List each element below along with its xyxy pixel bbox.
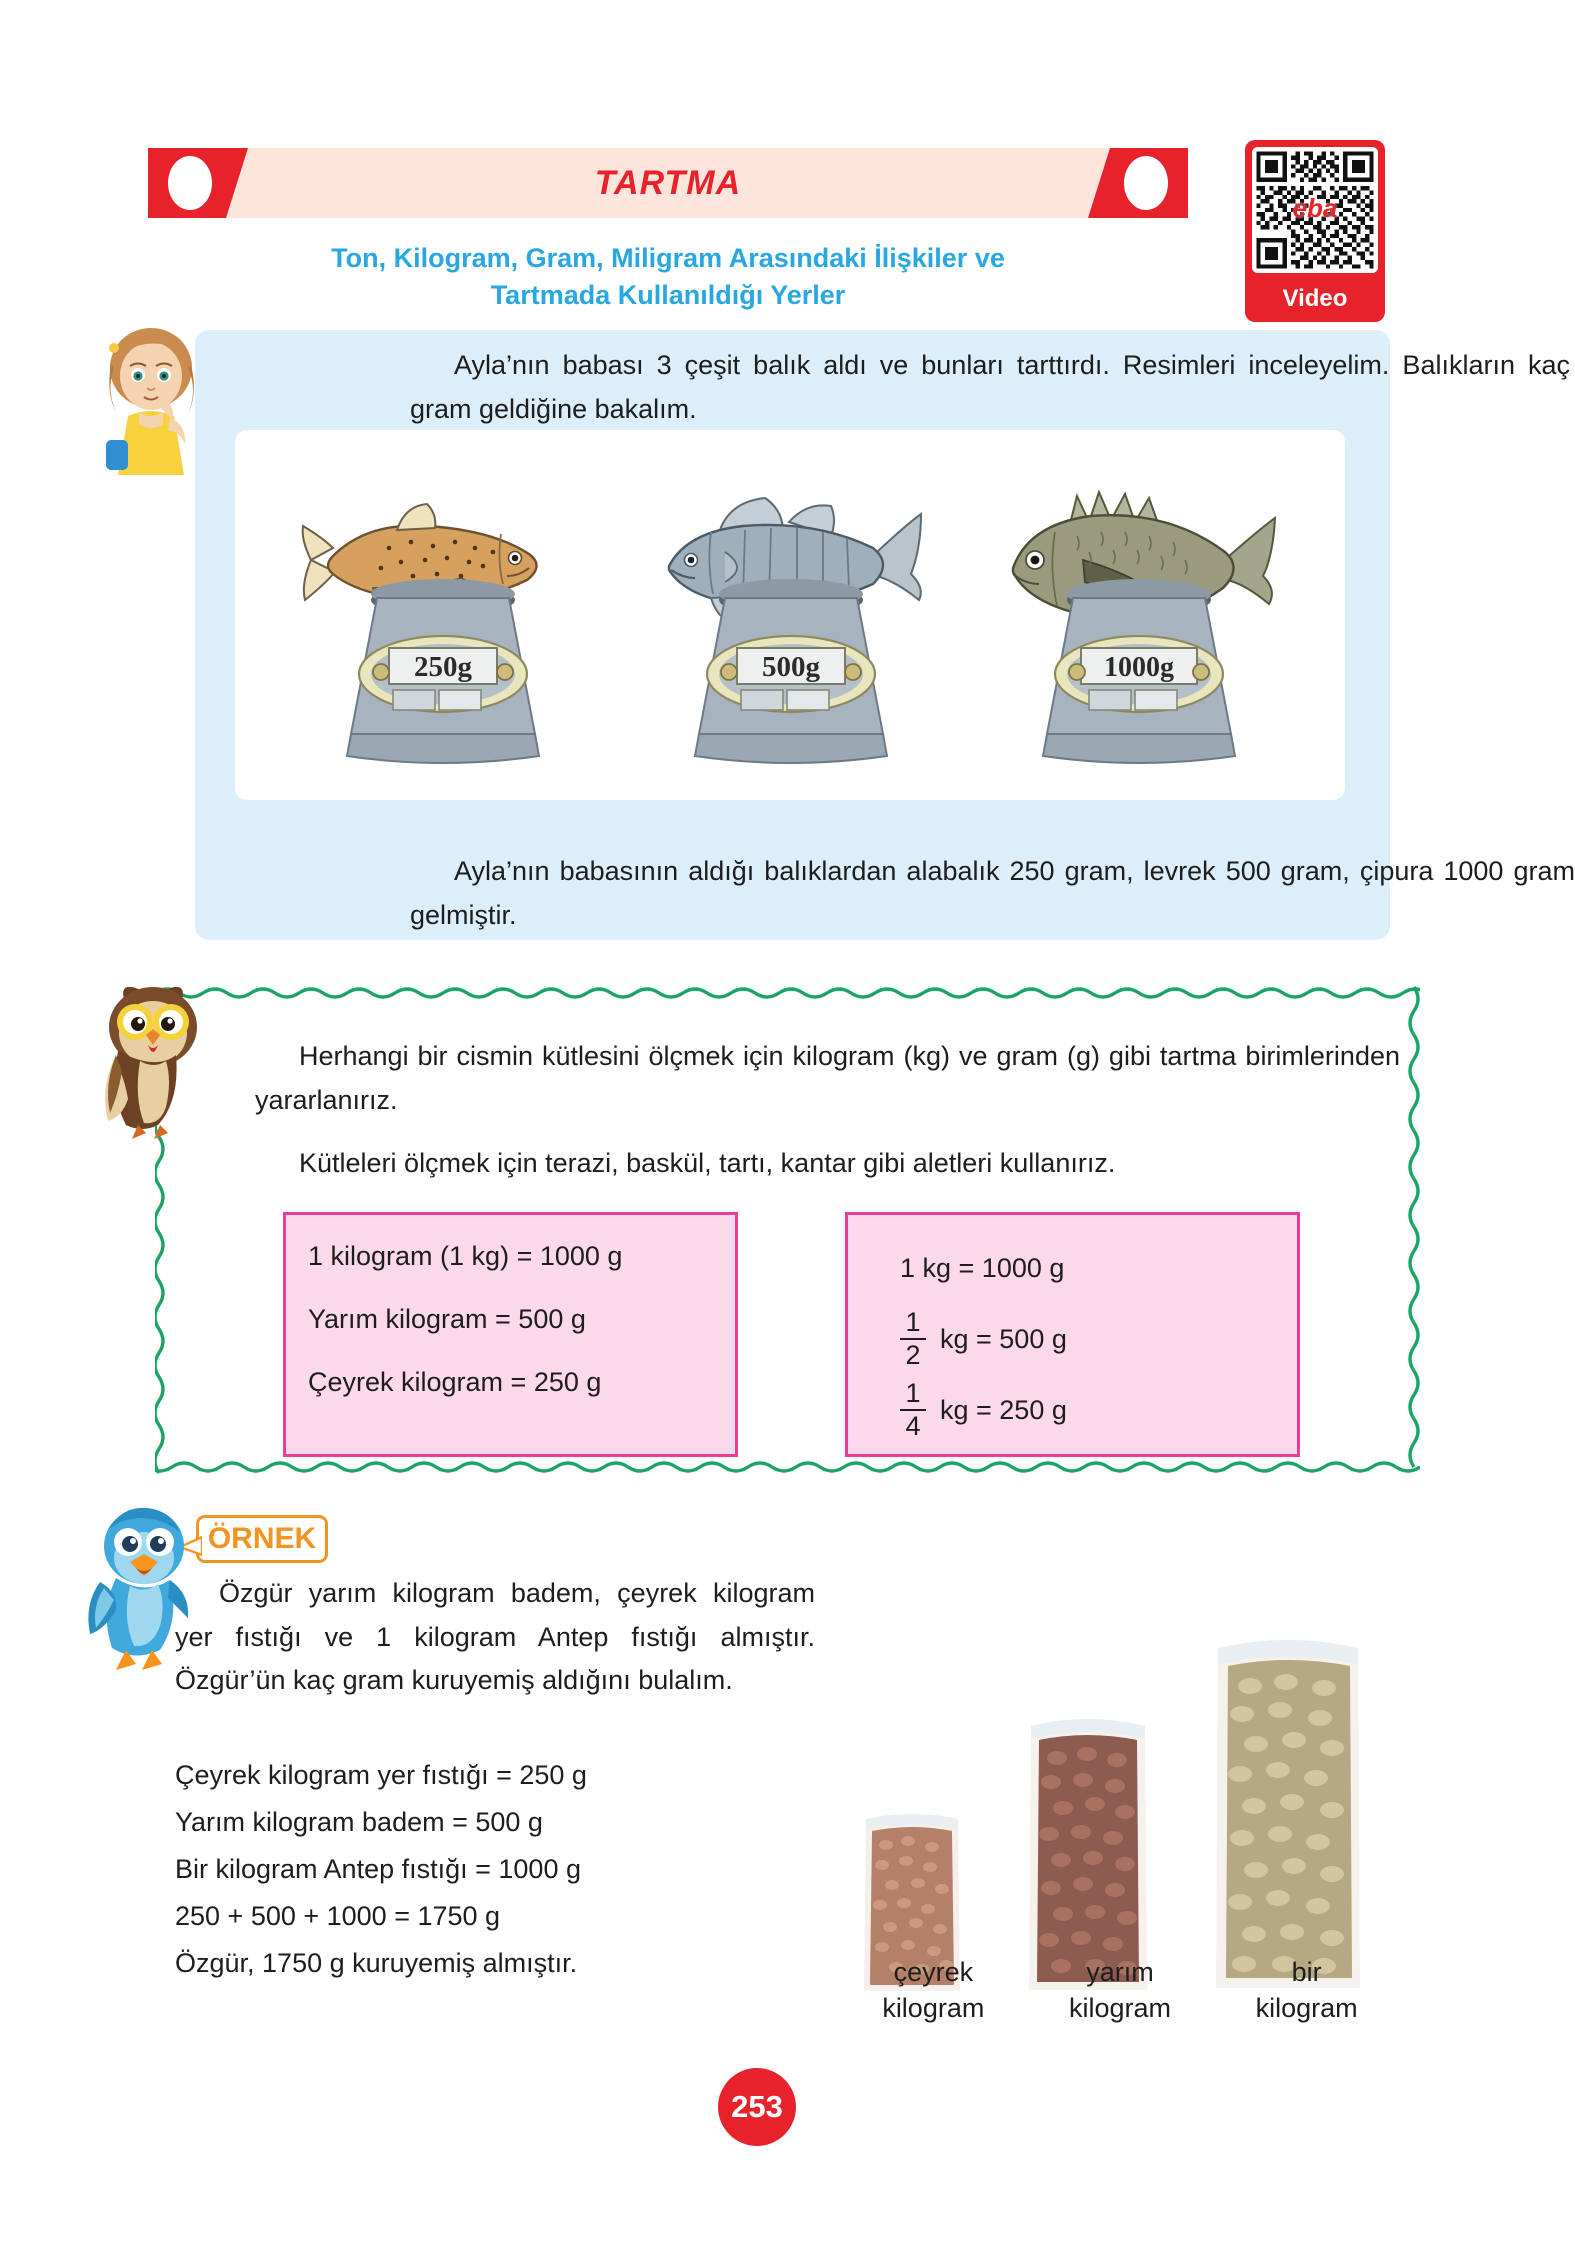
conversion-box-left <box>283 1212 738 1457</box>
intro-paragraph-2 <box>410 850 1575 937</box>
calc-line-2: Yarım kilogram badem = 500 g <box>175 1807 543 1837</box>
ornek-badge: ÖRNEK <box>196 1515 328 1563</box>
calc-line-3: Bir kilogram Antep fıstığı = 1000 g <box>175 1854 581 1884</box>
nut-bag-captions <box>840 1955 1400 2026</box>
conversion-right-row-3-rest: kg = 250 g <box>940 1394 1067 1425</box>
fraction-numerator: 1 <box>905 1378 921 1408</box>
intro-blue-box <box>195 330 1575 940</box>
bag-caption-half-line-1: yarım <box>1086 1957 1154 1987</box>
intro-paragraph-2-text: Ayla’nın babasının aldığı balıklardan alabalık 250 gram, levrek 500 gram, çipura 1000 gram gelmiştir. <box>410 856 1575 930</box>
section-subtitle <box>148 240 1188 315</box>
bag-caption-one <box>1217 1955 1397 2026</box>
bag-one-kilogram <box>1200 1630 1375 1995</box>
bag-caption-quarter-line-1: çeyrek <box>893 1957 974 1987</box>
subtitle-line-1: Ton, Kilogram, Gram, Miligram Arasındaki İlişkiler ve <box>331 243 1005 273</box>
eba-logo: eba <box>1292 193 1338 223</box>
bag-caption-one-line-2: kilogram <box>1255 1992 1358 2023</box>
page-title: TARTMA <box>594 163 742 202</box>
info-paragraph-1 <box>255 1035 1400 1122</box>
conversion-right-row-2 <box>900 1308 1297 1370</box>
subtitle-line-2: Tartmada Kullanıldığı Yerler <box>490 280 846 311</box>
calc-line-4: 250 + 500 + 1000 = 1750 g <box>175 1901 501 1931</box>
example-problem-text <box>175 1572 815 1703</box>
bag-caption-quarter-line-2: kilogram <box>882 1992 985 2023</box>
scale-item-1000g <box>973 448 1303 788</box>
conversion-right-row-2-rest: kg = 500 g <box>940 1323 1067 1354</box>
fish-scales-panel <box>235 430 1345 800</box>
info-paragraph-2 <box>255 1142 1400 1186</box>
scale-display-value: 1000g <box>1104 652 1174 683</box>
fraction-one-half <box>900 1309 926 1369</box>
fraction-denominator: 4 <box>905 1411 921 1441</box>
video-label: Video <box>1282 285 1348 312</box>
conversion-left-line-1: 1 kilogram (1 kg) = 1000 g <box>308 1241 623 1271</box>
info-paragraph-2-text: Kütleleri ölçmek için terazi, baskül, tartı, kantar gibi aletleri kullanırız. <box>299 1148 1116 1178</box>
intro-paragraph-1-text: Ayla’nın babası 3 çeşit balık aldı ve bunları tarttırdı. Resimleri inceleyelim. Balıkların kaç gram geldiğine bakalım. <box>410 350 1570 424</box>
bag-caption-quarter <box>843 1955 1023 2026</box>
owl-character-icon <box>88 975 218 1140</box>
scale-item-500g <box>625 448 955 788</box>
conversion-left-line-2: Yarım kilogram = 500 g <box>308 1304 586 1334</box>
nut-bags-photo <box>840 1545 1400 1995</box>
conversion-right-row-1 <box>900 1237 1297 1299</box>
calc-line-1: Çeyrek kilogram yer fıstığı = 250 g <box>175 1760 587 1790</box>
girl-character-icon <box>92 320 210 475</box>
fraction-numerator: 1 <box>905 1307 921 1337</box>
fraction-one-quarter <box>900 1380 926 1440</box>
eba-video-qr-card[interactable] <box>1245 140 1385 322</box>
section-header-banner <box>148 148 1188 218</box>
bag-caption-half-line-2: kilogram <box>1068 1992 1171 2023</box>
info-paragraph-1-text: Herhangi bir cismin kütlesini ölçmek için kilogram (kg) ve gram (g) gibi tartma birimlerinden yararlanırız. <box>255 1041 1400 1115</box>
conversion-right-line-1: 1 kg = 1000 g <box>900 1252 1065 1283</box>
bag-caption-half <box>1030 1955 1210 2026</box>
scale-display-value: 500g <box>762 651 820 683</box>
bird-character-icon <box>82 1500 217 1675</box>
example-problem-text-body: Özgür yarım kilogram badem, çeyrek kilogram yer fıstığı ve 1 kilogram Antep fıstığı almıştır. Özgür’ün kaç gram kuruyemiş aldığını bulalım. <box>175 1578 815 1696</box>
conversion-right-row-3 <box>900 1379 1297 1441</box>
scale-display-value: 250g <box>414 651 472 683</box>
conversion-left-line-3: Çeyrek kilogram = 250 g <box>308 1367 602 1397</box>
bag-caption-one-line-1: bir <box>1291 1957 1322 1987</box>
qr-code-icon <box>1252 147 1378 273</box>
bag-half-kilogram <box>1015 1710 1160 1995</box>
page-number-badge: 253 <box>718 2068 796 2146</box>
conversion-box-right <box>845 1212 1300 1457</box>
scale-item-250g <box>277 448 607 788</box>
calc-line-5: Özgür, 1750 g kuruyemiş almıştır. <box>175 1948 578 1978</box>
intro-paragraph-1 <box>410 344 1570 431</box>
example-calculation-list <box>175 1760 815 1995</box>
fraction-denominator: 2 <box>905 1340 921 1370</box>
